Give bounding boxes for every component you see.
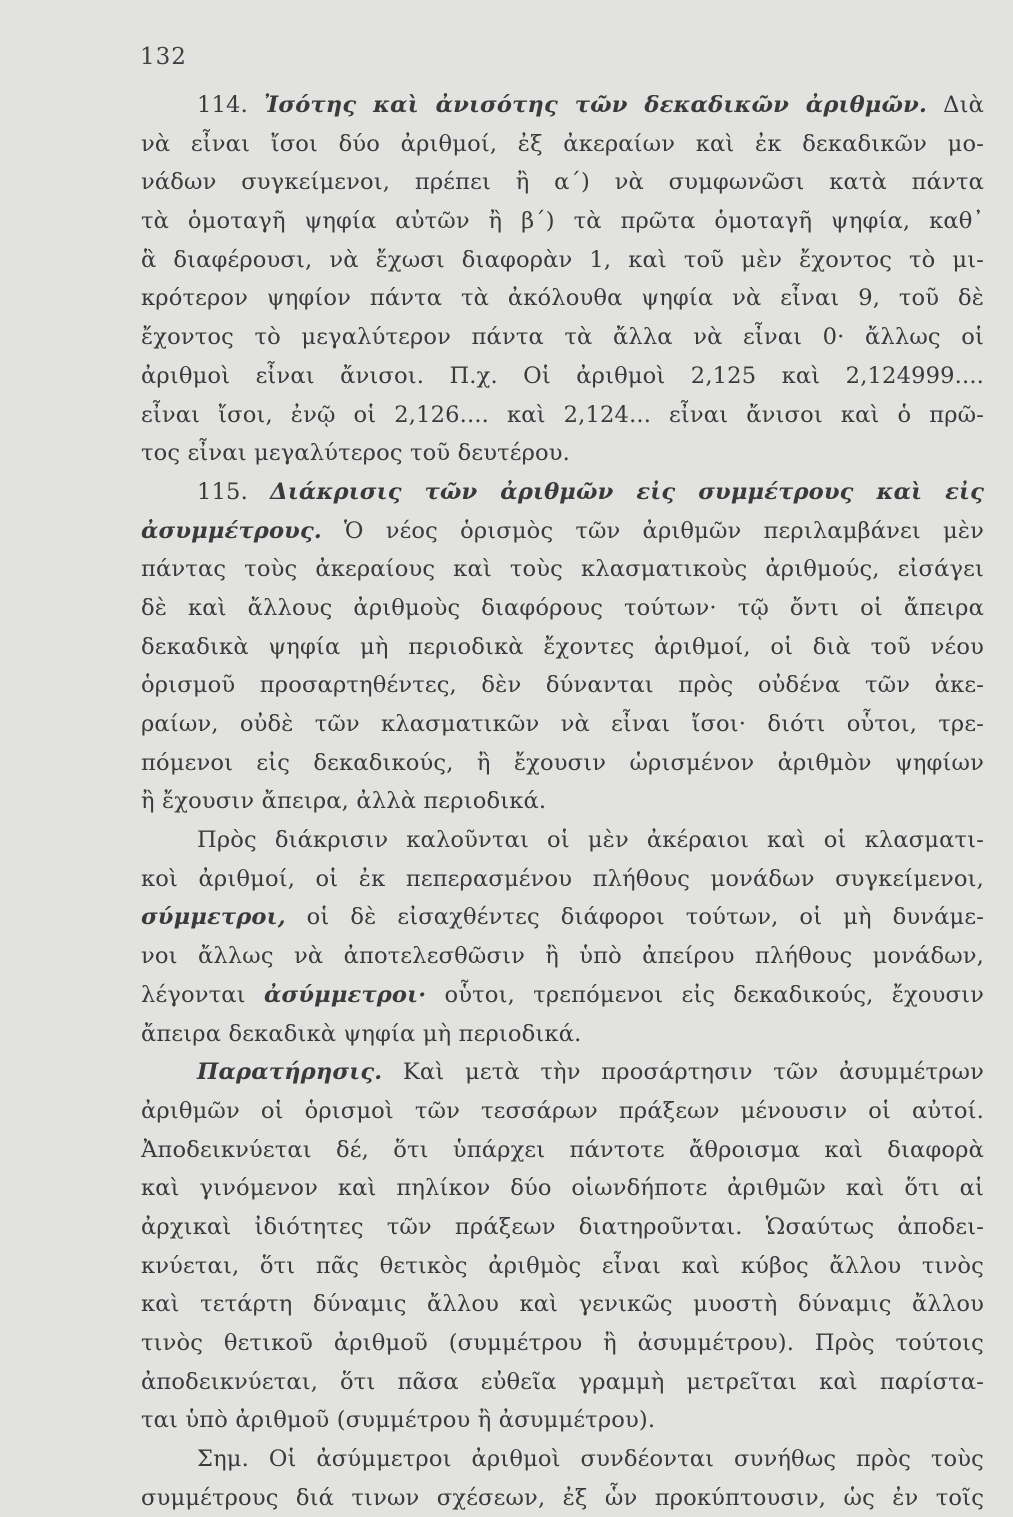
text-run: κρότερον ψηφίον πάντα τὰ ἀκόλουθα ψηφία νὰ εἶναι 9, τοῦ δὲ	[141, 285, 984, 312]
text-run: καὶ τετάρτη δύναμις ἄλλου καὶ γενικῶς μυοστὴ δύναμις ἄλλου	[141, 1291, 984, 1318]
body-text	[141, 86, 984, 1517]
text-run: ἢ ἔχουσιν ἄπειρα, ἀλλὰ περιοδικά.	[141, 788, 547, 815]
text-line	[141, 473, 984, 512]
section-heading: ἀσυμμέτρους.	[141, 517, 322, 544]
text-run: 114.	[197, 92, 265, 118]
text-run: Ἀποδεικνύεται δέ, ὅτι ὑπάρχει πάντοτε ἄθροισμα καὶ διαφορὰ	[141, 1136, 984, 1163]
text-line	[141, 898, 984, 937]
text-line	[141, 1285, 984, 1324]
text-line	[141, 782, 984, 821]
text-run: εἶναι ἴσοι, ἐνῷ οἱ 2,126.... καὶ 2,124... εἶναι ἄνισοι καὶ ὁ πρῶ-	[141, 401, 984, 428]
text-run: δὲ καὶ ἄλλους ἀριθμοὺς διαφόρους τούτων· τῷ ὄντι οἱ ἄπειρα	[141, 594, 984, 621]
text-run: τος εἶναι μεγαλύτερος τοῦ δευτέρου.	[141, 440, 570, 467]
text-line	[141, 628, 984, 667]
text-run: ται ὑπὸ ἀριθμοῦ (συμμέτρου ἢ ἀσυμμέτρου).	[141, 1407, 656, 1434]
emphasized-term: σύμμετροι,	[141, 904, 286, 931]
text-line	[141, 1363, 984, 1402]
text-line	[141, 1247, 984, 1286]
text-line	[141, 705, 984, 744]
section-heading: Διάκρισις τῶν ἀριθμῶν εἰς συμμέτρους καὶ εἰς	[270, 478, 984, 505]
text-line	[141, 434, 984, 473]
text-line	[141, 512, 984, 551]
text-line	[141, 357, 984, 396]
text-line	[141, 202, 984, 241]
text-line	[141, 241, 984, 280]
text-run: συμμέτρους διά τινων σχέσεων, ἐξ ὧν προκύπτουσιν, ὡς ἐν τοῖς	[141, 1484, 984, 1511]
text-run: νὰ εἶναι ἴσοι δύο ἀριθμοί, ἐξ ἀκεραίων καὶ ἐκ δεκαδικῶν μο-	[141, 130, 984, 157]
text-line	[141, 1401, 984, 1440]
text-run: ἀποδεικνύεται, ὅτι πᾶσα εὐθεῖα γραμμὴ μετρεῖται καὶ παρίστα-	[141, 1368, 984, 1395]
text-run: δεκαδικὰ ψηφία μὴ περιοδικὰ ἔχοντες ἀριθμοί, οἱ διὰ τοῦ νέου	[141, 633, 984, 660]
text-run: ἃ διαφέρουσι, νὰ ἔχωσι διαφορὰν 1, καὶ τοῦ μὲν ἔχοντος τὸ μι-	[141, 246, 984, 273]
text-line	[141, 860, 984, 899]
text-run: 115.	[197, 478, 271, 505]
text-line	[141, 1208, 984, 1247]
text-line	[141, 1131, 984, 1170]
text-line	[141, 1440, 984, 1479]
text-run: καὶ γινόμενον καὶ πηλίκον δύο οἱωνδήποτε ἀριθμῶν καὶ ὅτι αἱ	[141, 1175, 984, 1202]
text-run: ἔχοντος τὸ μεγαλύτερον πάντα τὰ ἄλλα νὰ εἶναι 0· ἄλλως οἱ	[141, 324, 984, 351]
text-run: νάδων συγκείμενοι, πρέπει ἢ α΄) νὰ συμφωνῶσι κατὰ πάντα	[141, 169, 984, 196]
text-run: ἄπειρα δεκαδικὰ ψηφία μὴ περιοδικά.	[141, 1020, 582, 1047]
text-line	[141, 550, 984, 589]
text-run: Σημ. Οἱ ἀσύμμετροι ἀριθμοὶ συνδέονται συνήθως πρὸς τοὺς	[197, 1446, 984, 1473]
text-line	[141, 666, 984, 705]
text-line	[141, 937, 984, 976]
text-run: κνύεται, ὅτι πᾶς θετικὸς ἀριθμὸς εἶναι καὶ κύβος ἄλλου τινὸς	[141, 1252, 984, 1279]
text-line	[141, 396, 984, 435]
text-run: ἀρχικαὶ ἰδιότητες τῶν πράξεων διατηροῦνται. Ὡσαύτως ἀποδει-	[141, 1213, 984, 1240]
text-line	[141, 86, 984, 125]
text-run: πόμενοι εἰς δεκαδικούς, ἢ ἔχουσιν ὡρισμένον ἀριθμὸν ψηφίων	[141, 749, 984, 776]
page-number: 132	[140, 44, 187, 70]
text-run: οἱ δὲ εἰσαχθέντες διάφοροι τούτων, οἱ μὴ δυνάμε-	[285, 904, 984, 931]
text-line	[141, 821, 984, 860]
text-run: Ὁ νέος ὁρισμὸς τῶν ἀριθμῶν περιλαμβάνει μὲν	[321, 517, 984, 544]
emphasized-term: ἀσύμμετροι·	[263, 981, 427, 1008]
text-line	[141, 744, 984, 783]
text-run: τινὸς θετικοῦ ἀριθμοῦ (συμμέτρου ἢ ἀσυμμέτρου). Πρὸς τούτοις	[141, 1330, 984, 1356]
emphasized-term: Παρατήρησις.	[197, 1059, 383, 1086]
text-run: πάντας τοὺς ἀκεραίους καὶ τοὺς κλασματικοὺς ἀριθμούς, εἰσάγει	[141, 556, 984, 583]
text-line	[141, 163, 984, 202]
text-line	[141, 589, 984, 628]
section-heading: Ἰσότης καὶ ἀνισότης τῶν δεκαδικῶν ἀριθμῶν.	[264, 92, 927, 118]
text-run: οὗτοι, τρεπόμενοι εἰς δεκαδικούς, ἔχουσιν	[426, 981, 984, 1008]
text-run: κοὶ ἀριθμοί, οἱ ἐκ πεπερασμένου πλήθους μονάδων συγκείμενοι,	[141, 865, 984, 892]
text-line	[141, 1169, 984, 1208]
text-run: Καὶ μετὰ τὴν προσάρτησιν τῶν ἀσυμμέτρων	[382, 1059, 984, 1086]
text-line	[141, 1479, 984, 1517]
text-run: ραίων, οὐδὲ τῶν κλασματικῶν νὰ εἶναι ἴσοι· διότι οὗτοι, τρε-	[141, 711, 984, 737]
text-run: τὰ ὁμοταγῆ ψηφία αὐτῶν ἢ β΄) τὰ πρῶτα ὁμοταγῆ ψηφία, καθ᾿	[141, 208, 984, 235]
text-line	[141, 1324, 984, 1363]
text-line	[141, 976, 984, 1015]
text-run: Διὰ	[927, 92, 984, 118]
text-run: ὁρισμοῦ προσαρτηθέντες, δὲν δύνανται πρὸς οὐδένα τῶν ἀκε-	[141, 672, 984, 699]
text-line	[141, 125, 984, 164]
text-run: λέγονται	[141, 981, 264, 1008]
text-run: ἀριθμῶν οἱ ὁρισμοὶ τῶν τεσσάρων πράξεων μένουσιν οἱ αὐτοί.	[141, 1097, 984, 1124]
text-run: ἀριθμοὶ εἶναι ἄνισοι. Π.χ. Οἱ ἀριθμοὶ 2,125 καὶ 2,124999....	[141, 362, 984, 389]
text-line	[141, 1092, 984, 1131]
text-line	[141, 318, 984, 357]
text-line	[141, 279, 984, 318]
text-run: Πρὸς διάκρισιν καλοῦνται οἱ μὲν ἀκέραιοι καὶ οἱ κλασματι-	[197, 827, 984, 854]
text-line	[141, 1053, 984, 1092]
text-line	[141, 1015, 984, 1054]
text-run: νοι ἄλλως νὰ ἀποτελεσθῶσιν ἢ ὑπὸ ἀπείρου πλήθους μονάδων,	[141, 943, 984, 970]
